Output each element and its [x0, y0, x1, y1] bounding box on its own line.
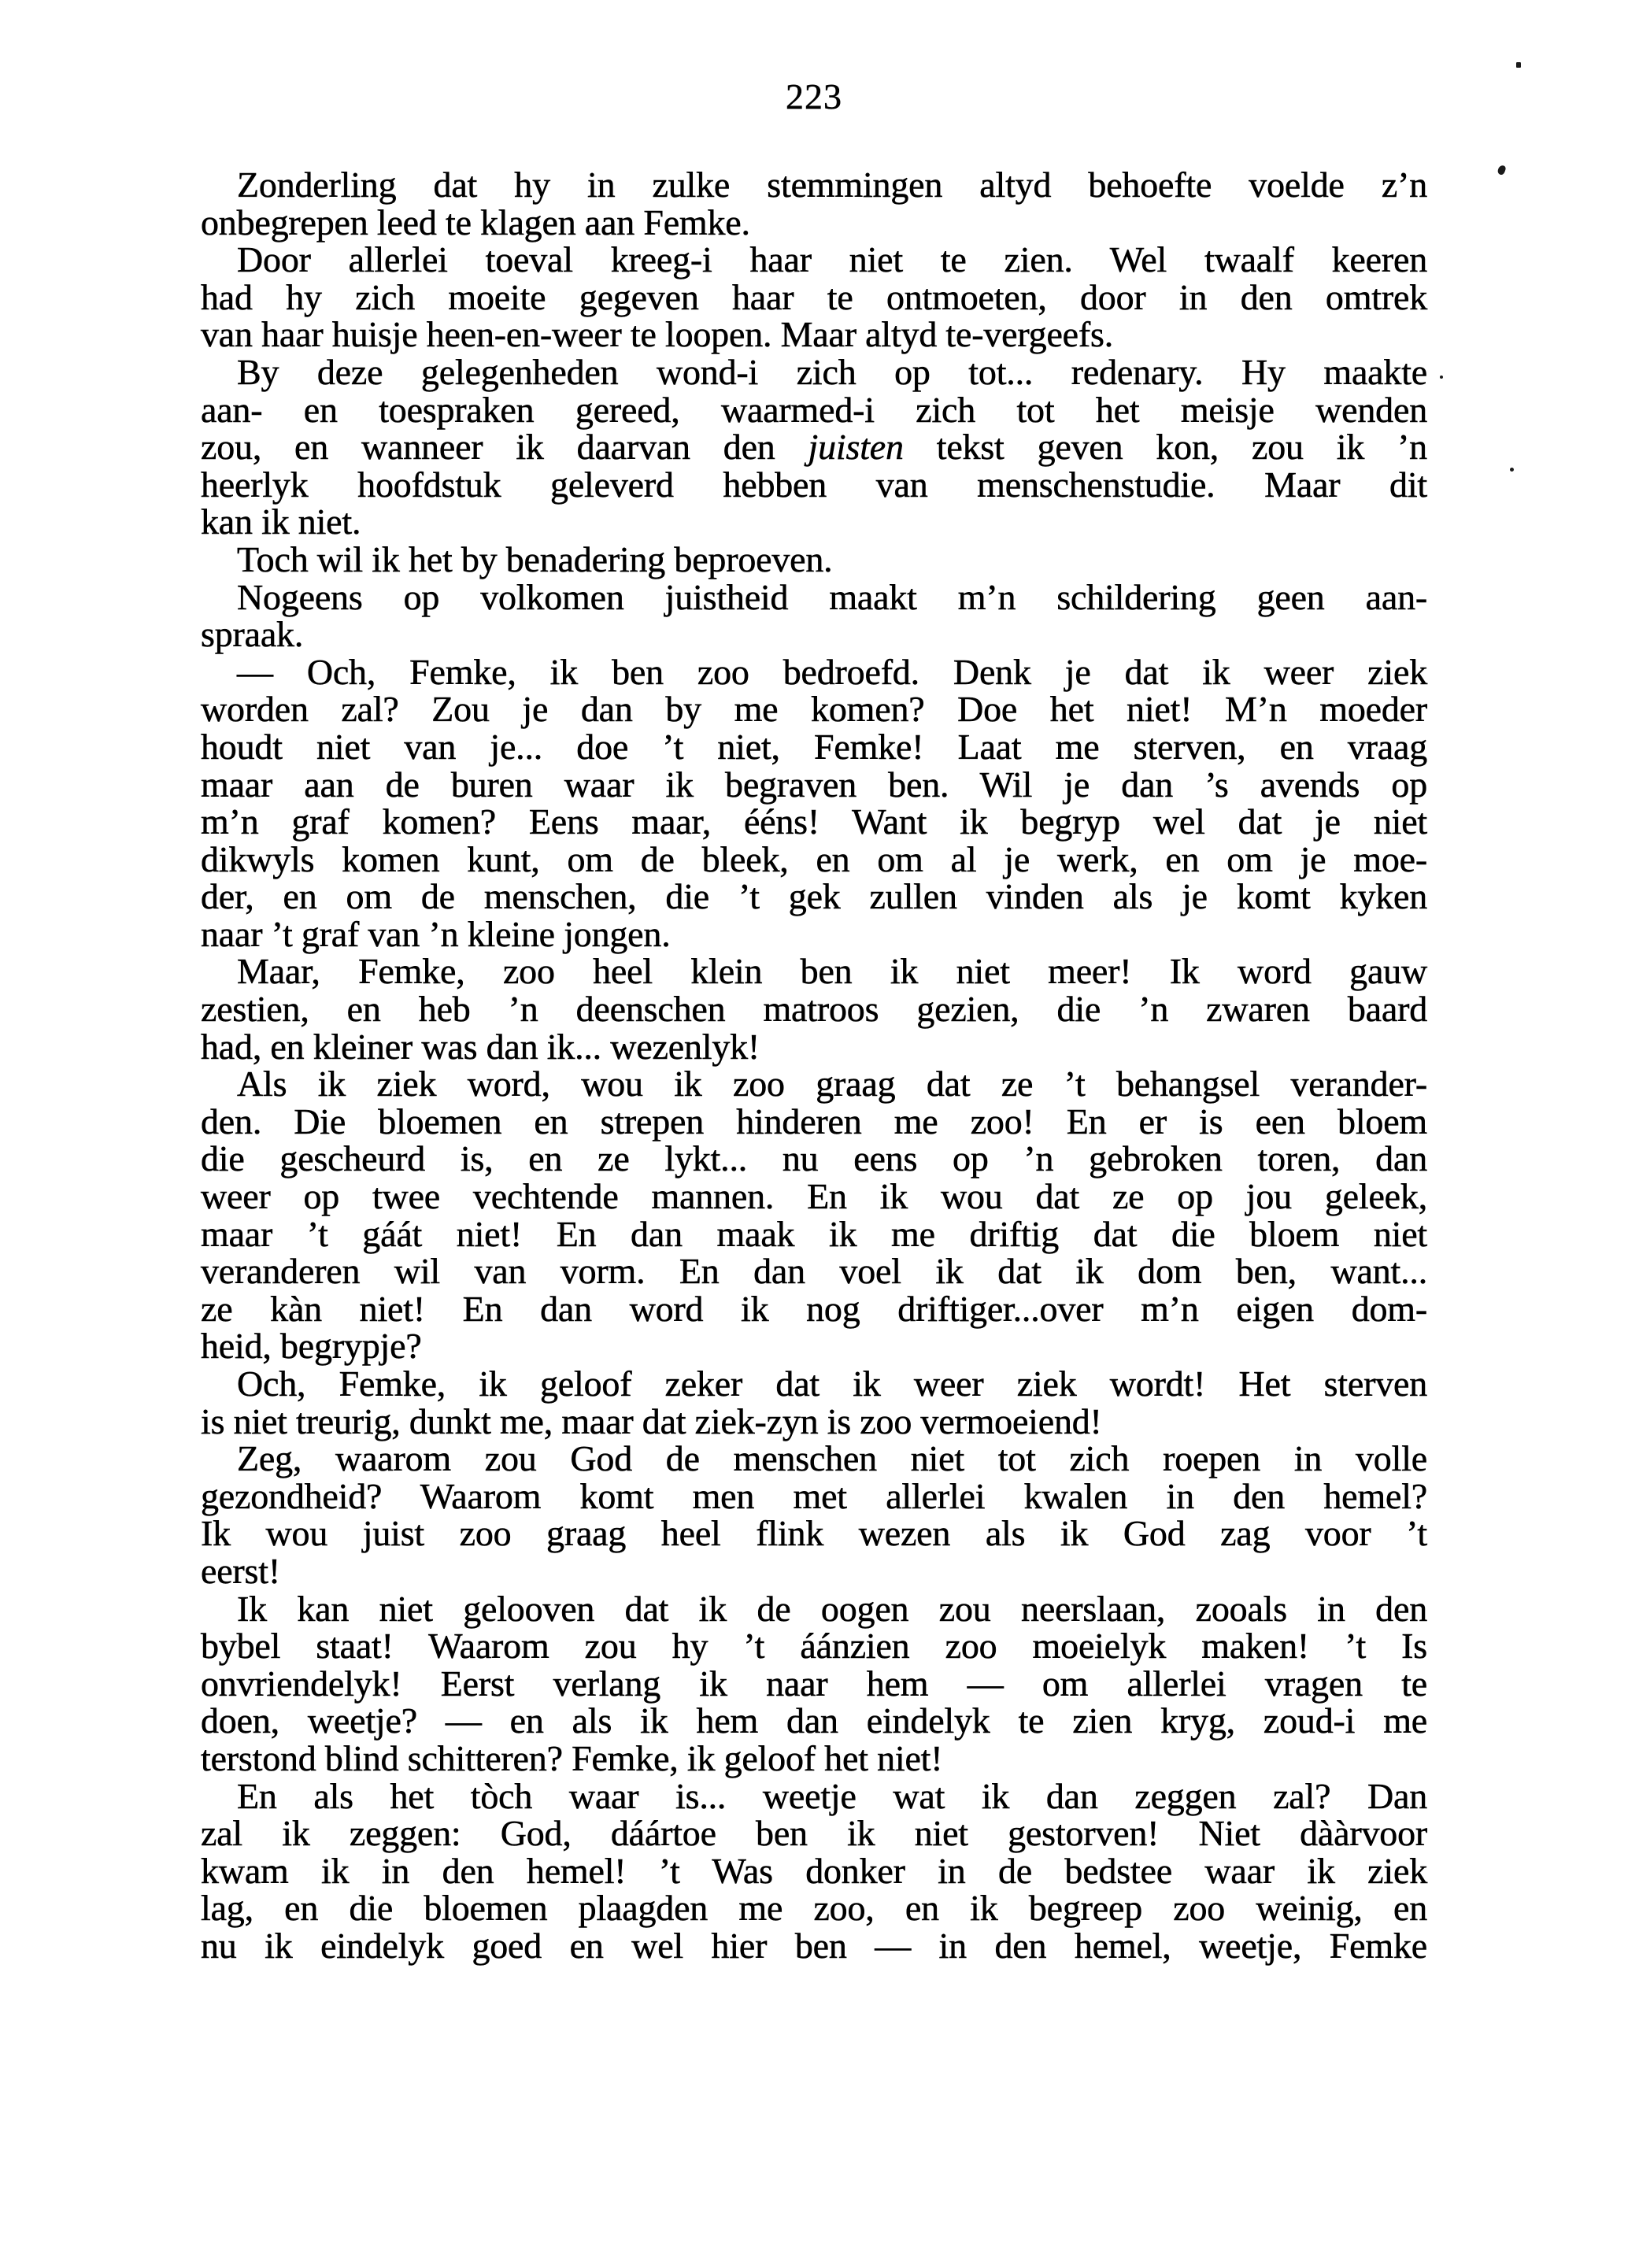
text-line [201, 316, 1427, 353]
text-segment: weer op twee vechtende mannen. En ik wou dat ze op jou geleek, [201, 1176, 1427, 1217]
text-line [201, 1775, 1427, 1816]
text-line [201, 1665, 1427, 1703]
text-segment: nu ik eindelyk goed en wel hier ben — in den hemel, weetje, Femke [201, 1925, 1427, 1966]
text-segment: van haar huisje heen-en-weer te loopen. Maar altyd te-vergeefs. [201, 314, 1114, 355]
text-segment: Zonderling dat hy in zulke stemmingen altyd behoefte voelde z’n [237, 165, 1427, 205]
italic-text: juisten [808, 427, 904, 468]
text-segment: eerst! [201, 1550, 280, 1591]
text-segment: der, en om de menschen, die ’t gek zullen vinden als je komt kyken [201, 876, 1427, 917]
text-segment: die gescheurd is, en ze lykt... nu eens op ’n gebroken toren, dan [201, 1138, 1427, 1179]
paragraph [201, 1775, 1427, 1966]
text-line [201, 538, 1427, 579]
text-segment: Nogeens op volkomen juistheid maakt m’n schildering geen aan- [237, 576, 1427, 617]
text-line [201, 1515, 1427, 1552]
text-line [201, 1440, 1427, 1478]
text-line [201, 1028, 1427, 1066]
paragraph [201, 538, 1427, 579]
paragraph [201, 1440, 1427, 1589]
text-segment: Toch wil ik het by benadering beproeven. [237, 538, 833, 579]
text-line [201, 391, 1427, 429]
text-segment: Ik wou juist zoo graag heel flink wezen als ik God zag voor ’t [201, 1513, 1427, 1554]
text-line [201, 503, 1427, 541]
text-segment: dikwyls komen kunt, om de bleek, en om al je werk, en om je moe- [201, 838, 1427, 879]
text-segment: lag, en die bloemen plaagden me zoo, en ik begreep zoo weinig, en [201, 1888, 1427, 1929]
text-segment: onvriendelyk! Eerst verlang ik naar hem — om allerlei vragen te [201, 1663, 1427, 1704]
text-line [201, 1590, 1427, 1628]
text-line [201, 690, 1427, 728]
text-segment: maar ’t gáát niet! En dan maak ik me driftig dat die bloem niet [201, 1213, 1427, 1254]
text-line [201, 616, 1427, 653]
text-line [201, 1927, 1427, 1965]
text-line [201, 1103, 1427, 1141]
text-segment: Ik kan niet gelooven dat ik de oogen zou neerslaan, zooals in den [237, 1588, 1427, 1629]
text-segment: had, en kleiner was dan ik... wezenlyk! [201, 1026, 760, 1067]
text-segment: worden zal? Zou je dan by me komen? Doe het niet! M’n moeder [201, 689, 1427, 730]
text-line [201, 1327, 1427, 1365]
text-segment: ze kàn niet! En dan word ik nog driftiger...over m’n eigen dom- [201, 1288, 1427, 1329]
paragraph [201, 1365, 1427, 1440]
text-segment: gezondheid? Waarom komt men met allerlei kwalen in den hemel? [201, 1475, 1427, 1516]
text-line [201, 838, 1427, 879]
text-segment: zal ik zeggen: God, dáártoe ben ik niet gestorven! Niet dààrvoor [201, 1813, 1427, 1854]
paragraph [201, 576, 1427, 655]
text-line [201, 913, 1427, 954]
text-segment: maar aan de buren waar ik begraven ben. Wil je dan ’s avends op [201, 764, 1427, 805]
scan-speck [1497, 165, 1506, 176]
text-segment: is niet treurig, dunkt me, maar dat ziek-zyn is zoo vermoeiend! [201, 1400, 1102, 1441]
text-segment: spraak. [201, 614, 304, 655]
text-segment: heid, begrypje? [201, 1326, 422, 1367]
text-segment: aan- en toespraken gereed, waarmed-i zich tot het meisje wenden [201, 389, 1427, 430]
text-line [201, 1552, 1427, 1590]
text-segment: Och, Femke, ik geloof zeker dat ik weer ziek wordt! Het sterven [237, 1363, 1427, 1404]
text-line [201, 1365, 1427, 1403]
text-line [201, 1702, 1427, 1740]
paragraph [201, 353, 1427, 541]
text-segment: naar ’t graf van ’n kleine jongen. [201, 913, 671, 954]
text-line [201, 1290, 1427, 1328]
text-segment: onbegrepen leed te klagen aan Femke. [201, 202, 750, 242]
text-segment: By deze gelegenheden wond-i zich op tot... redenary. Hy maakte [237, 351, 1427, 392]
text-line [201, 241, 1427, 279]
text-segment: zestien, en heb ’n deenschen matroos gezien, die ’n zwaren baard [201, 989, 1427, 1030]
text-line [201, 728, 1427, 766]
text-line [201, 1889, 1427, 1927]
text-line [201, 1737, 1427, 1778]
text-line [201, 1475, 1427, 1516]
paragraph [201, 653, 1427, 953]
text-segment: den. Die bloemen en strepen hinderen me zoo! En er is een bloem [201, 1101, 1427, 1141]
text-line [201, 1215, 1427, 1253]
text-segment: Door allerlei toeval kreeg-i haar niet te zien. Wel twaalf keeren [237, 239, 1427, 280]
text-line [201, 653, 1427, 691]
paragraph [201, 241, 1427, 353]
scan-speck [1440, 376, 1443, 379]
text-segment: heerlyk hoofdstuk geleverd hebben van menschenstudie. Maar dit [201, 464, 1427, 505]
text-segment: bybel staat! Waarom zou hy ’t áánzien zoo moeielyk maken! ’t Is [201, 1626, 1427, 1667]
text-line [201, 576, 1427, 617]
text-segment: En als het tòch waar is... weetje wat ik dan zeggen zal? Dan [237, 1775, 1427, 1816]
text-line [201, 276, 1427, 317]
text-line [201, 1627, 1427, 1665]
text-segment: Maar, Femke, zoo heel klein ben ik niet meer! Ik word gauw [237, 951, 1427, 992]
text-line [201, 990, 1427, 1028]
text-line [201, 953, 1427, 990]
text-segment: zou, en wanneer ik daarvan den [201, 427, 808, 468]
page-number: 223 [786, 76, 842, 117]
text-line [201, 204, 1427, 242]
scan-speck [1516, 62, 1521, 68]
text-segment: Zeg, waarom zou God de menschen niet tot zich roepen in volle [237, 1438, 1427, 1479]
text-segment: Als ik ziek word, wou ik zoo graag dat ze ’t behangsel verander- [237, 1064, 1427, 1104]
text-line [201, 1065, 1427, 1103]
text-segment: had hy zich moeite gegeven haar te ontmoeten, door in den omtrek [201, 276, 1427, 317]
text-line [201, 166, 1427, 204]
text-line [201, 353, 1427, 391]
text-line [201, 1178, 1427, 1215]
text-line [201, 1815, 1427, 1852]
text-segment: m’n graf komen? Eens maar, ééns! Want ik begryp wel dat je niet [201, 801, 1427, 842]
text-segment: — Och, Femke, ik ben zoo bedroefd. Denk je dat ik weer ziek [237, 651, 1427, 692]
paragraph [201, 1065, 1427, 1365]
text-line [201, 1852, 1427, 1890]
text-line [201, 466, 1427, 504]
text-line [201, 1400, 1427, 1441]
paragraph [201, 166, 1427, 241]
text-line [201, 803, 1427, 841]
paragraph [201, 953, 1427, 1065]
text-segment: veranderen wil van vorm. En dan voel ik dat ik dom ben, want... [201, 1251, 1427, 1292]
text-block [201, 166, 1427, 1965]
text-line [201, 766, 1427, 804]
text-segment: houdt niet van je... doe ’t niet, Femke! Laat me sterven, en vraag [201, 726, 1427, 767]
text-segment: terstond blind schitteren? Femke, ik geloof het niet! [201, 1737, 943, 1778]
paragraph [201, 1590, 1427, 1778]
text-line [201, 1252, 1427, 1290]
scan-speck [1510, 468, 1514, 472]
text-segment: kan ik niet. [201, 501, 361, 542]
text-segment: doen, weetje? — en als ik hem dan eindelyk te zien kryg, zoud-i me [201, 1700, 1427, 1741]
text-line [201, 428, 1427, 466]
text-line [201, 878, 1427, 916]
text-segment: kwam ik in den hemel! ’t Was donker in de bedstee waar ik ziek [201, 1850, 1427, 1891]
text-line [201, 1140, 1427, 1178]
text-segment: tekst geven kon, zou ik ’n [903, 427, 1427, 468]
